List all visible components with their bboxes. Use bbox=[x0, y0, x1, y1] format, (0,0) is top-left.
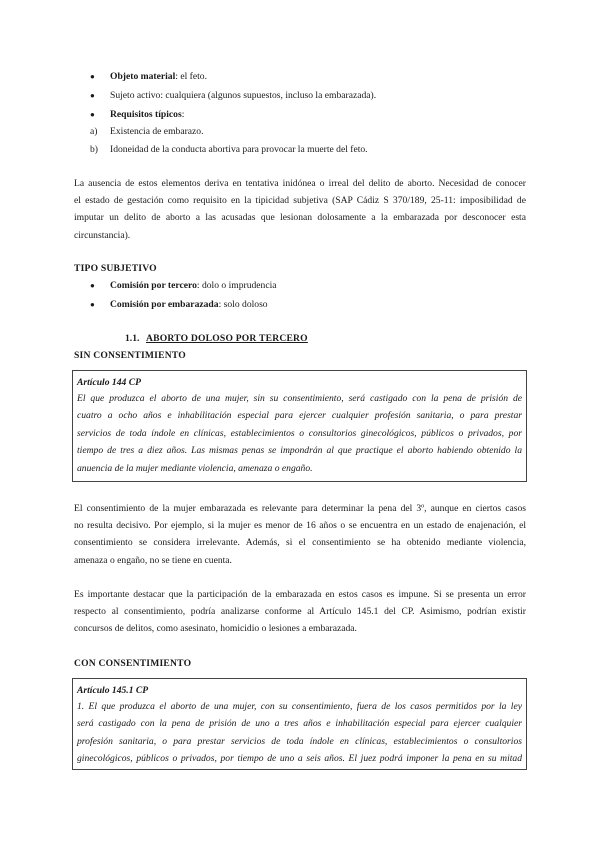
paragraph bbox=[74, 586, 526, 638]
list-marker: b) bbox=[90, 144, 98, 155]
bullet-icon: ● bbox=[90, 300, 95, 309]
subsection-heading: CON CONSENTIMIENTO bbox=[74, 658, 192, 669]
list-item-text: : solo doloso bbox=[218, 299, 268, 310]
bullet-icon: ● bbox=[90, 91, 95, 100]
paragraph bbox=[74, 175, 526, 244]
bullet-icon: ● bbox=[90, 281, 95, 290]
article-line: El que produzca el aborto de una mujer, sin su consentimiento, será castigado con la pena de prisión de bbox=[77, 393, 522, 404]
article-title: Artículo 145.1 CP bbox=[77, 685, 149, 696]
paragraph-line: respecto al consentimiento, podría analizarse conforme al Artículo 145.1 del CP. Asimismo, podrían existir bbox=[74, 606, 526, 618]
section-heading: TIPO SUBJETIVO bbox=[74, 263, 157, 274]
article-line: 1. El que produzca el aborto de una mujer, con su consentimiento, fuera de los casos permitidos por la ley bbox=[77, 701, 522, 712]
list-item-bold: Comisión por tercero bbox=[110, 280, 197, 291]
article-box bbox=[72, 370, 527, 482]
paragraph-line: circunstancia). bbox=[74, 229, 131, 241]
paragraph-line: amenaza o engaño, no se tiene en cuenta. bbox=[74, 554, 232, 566]
list-item-bold: Requisitos típicos bbox=[110, 109, 182, 120]
article-line: será castigado con la pena de prisión de uno a tres años e inhabilitación especial para ejercer cualquier bbox=[77, 718, 522, 730]
paragraph-line: El consentimiento de la mujer embarazada es relevante para determinar la pena del 3º, aunque en ciertos casos bbox=[74, 503, 526, 514]
list-item-bold: Comisión por embarazada bbox=[110, 299, 219, 310]
article-title: Artículo 144 CP bbox=[77, 377, 141, 388]
list-item-text: : el feto. bbox=[175, 71, 207, 82]
article-line: servicios de toda índole en clínicas, establecimientos o consultorios ginecológicos, públicos o privados, por bbox=[77, 427, 522, 439]
list-item-text: Sujeto activo: cualquiera (algunos supuestos, incluso la embarazada). bbox=[110, 90, 377, 101]
article-line: tiempo de tres a diez años. Las mismas penas se impondrán al que practique el aborto habiendo obtenido la bbox=[77, 445, 522, 457]
subsection-heading: SIN CONSENTIMIENTO bbox=[74, 350, 186, 361]
article-line: anuencia de la mujer mediante violencia, amenaza o engaño. bbox=[77, 462, 313, 474]
paragraph-line: no resulta decisivo. Por ejemplo, si la mujer es menor de 16 años o se encuentra en un estado de enajenación, el bbox=[74, 520, 526, 532]
list-item-bold: Objeto material bbox=[110, 71, 176, 82]
paragraph-line: Es importante destacar que la participación de la embarazada en estos casos es impune. Si se presenta un error bbox=[74, 589, 526, 600]
list-item-text: : dolo o imprudencia bbox=[196, 280, 277, 291]
paragraph bbox=[74, 500, 526, 569]
section-number: 1.1. bbox=[125, 333, 140, 344]
paragraph-line: imputar un delito de aborto a las acusadas que lesionan dolosamente a la embarazada por desconocer esta bbox=[74, 212, 526, 224]
article-line: ginecológicos, públicos o privados, por tiempo de uno a seis años. El juez podrá imponer la pena en su mitad bbox=[77, 753, 522, 765]
bullet-icon: ● bbox=[90, 110, 95, 119]
list-item-text: Existencia de embarazo. bbox=[110, 126, 204, 137]
list-item-text: : bbox=[181, 109, 185, 120]
section-title: ABORTO DOLOSO POR TERCERO bbox=[146, 333, 308, 344]
paragraph-line: La ausencia de estos elementos deriva en tentativa inidónea o irreal del delito de aborto. Necesidad de conocer bbox=[74, 178, 526, 189]
paragraph-line: consentimiento se considera irrelevante. Además, si el consentimiento se ha obtenido mediante violencia, bbox=[74, 537, 526, 549]
paragraph-line: concursos de delitos, como asesinato, homicidio o lesiones a embarazada. bbox=[74, 623, 357, 635]
bullet-icon: ● bbox=[90, 72, 95, 81]
list-item-text: Idoneidad de la conducta abortiva para provocar la muerte del feto. bbox=[110, 144, 368, 155]
article-box bbox=[72, 678, 527, 770]
article-line: cuatro a ocho años e inhabilitación especial para ejercer cualquier profesión sanitaria, o para prestar bbox=[77, 410, 522, 422]
article-line: profesión sanitaria, o para prestar servicios de toda índole en clínicas, establecimientos o consultorios bbox=[77, 735, 522, 747]
paragraph-line: el estado de gestación como requisito en la tipicidad subjetiva (SAP Cádiz S 370/189, 25-11: imposibilidad de bbox=[74, 195, 526, 207]
list-marker: a) bbox=[90, 126, 98, 137]
